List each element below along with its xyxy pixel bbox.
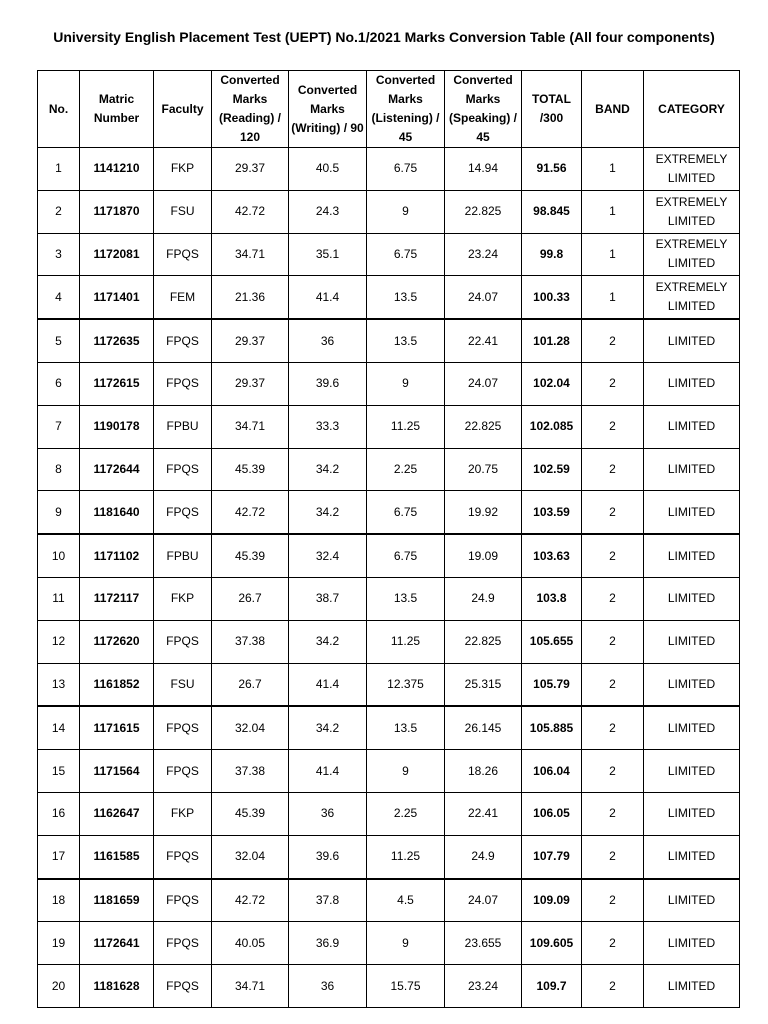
cell-category: LIMITED [644, 362, 740, 405]
cell-no: 15 [38, 750, 80, 793]
cell-no: 8 [38, 448, 80, 491]
cell-writing: 34.2 [289, 620, 367, 663]
table-row [38, 405, 740, 448]
cell-category: LIMITED [644, 792, 740, 835]
cell-faculty: FKP [154, 577, 212, 620]
cell-reading: 26.7 [212, 663, 289, 706]
cell-writing: 39.6 [289, 362, 367, 405]
cell-faculty: FPQS [154, 750, 212, 793]
cell-writing: 36 [289, 792, 367, 835]
cell-speaking: 22.825 [445, 620, 522, 663]
cell-category: LIMITED [644, 405, 740, 448]
header-no: No. [38, 71, 80, 148]
cell-writing: 38.7 [289, 577, 367, 620]
cell-speaking: 23.655 [445, 922, 522, 965]
cell-matric-number: 1171401 [80, 276, 154, 319]
cell-matric-number: 1190178 [80, 405, 154, 448]
cell-band: 2 [582, 620, 644, 663]
header-total: TOTAL /300 [522, 71, 582, 148]
cell-faculty: FKP [154, 148, 212, 191]
cell-speaking: 19.09 [445, 534, 522, 577]
cell-speaking: 23.24 [445, 233, 522, 276]
cell-category: LIMITED [644, 534, 740, 577]
cell-writing: 36 [289, 319, 367, 362]
cell-matric-number: 1181628 [80, 965, 154, 1008]
cell-band: 1 [582, 190, 644, 233]
cell-total: 91.56 [522, 148, 582, 191]
cell-listening: 6.75 [367, 491, 445, 534]
cell-no: 9 [38, 491, 80, 534]
cell-writing: 41.4 [289, 663, 367, 706]
cell-faculty: FPBU [154, 534, 212, 577]
table-row [38, 362, 740, 405]
cell-reading: 45.39 [212, 534, 289, 577]
header-writing: Converted Marks (Writing) / 90 [289, 71, 367, 148]
cell-total: 103.8 [522, 577, 582, 620]
cell-category: LIMITED [644, 319, 740, 362]
cell-listening: 12.375 [367, 663, 445, 706]
cell-listening: 11.25 [367, 620, 445, 663]
cell-matric-number: 1172644 [80, 448, 154, 491]
cell-faculty: FPQS [154, 965, 212, 1008]
table-row [38, 577, 740, 620]
cell-speaking: 25.315 [445, 663, 522, 706]
cell-writing: 36.9 [289, 922, 367, 965]
table-row [38, 190, 740, 233]
cell-category: LIMITED [644, 706, 740, 749]
cell-matric-number: 1171870 [80, 190, 154, 233]
cell-category: LIMITED [644, 448, 740, 491]
cell-category: EXTREMELY LIMITED [644, 190, 740, 233]
cell-total: 109.605 [522, 922, 582, 965]
cell-writing: 34.2 [289, 448, 367, 491]
cell-matric-number: 1181640 [80, 491, 154, 534]
table-row [38, 448, 740, 491]
cell-faculty: FPQS [154, 706, 212, 749]
cell-reading: 37.38 [212, 750, 289, 793]
cell-no: 12 [38, 620, 80, 663]
cell-band: 2 [582, 534, 644, 577]
cell-speaking: 24.07 [445, 879, 522, 922]
cell-listening: 6.75 [367, 534, 445, 577]
cell-matric-number: 1171615 [80, 706, 154, 749]
cell-reading: 29.37 [212, 319, 289, 362]
cell-reading: 21.36 [212, 276, 289, 319]
cell-speaking: 24.9 [445, 835, 522, 878]
cell-reading: 29.37 [212, 148, 289, 191]
cell-matric-number: 1161585 [80, 835, 154, 878]
cell-listening: 11.25 [367, 835, 445, 878]
cell-band: 2 [582, 965, 644, 1008]
cell-reading: 32.04 [212, 835, 289, 878]
cell-band: 2 [582, 750, 644, 793]
cell-listening: 9 [367, 922, 445, 965]
cell-no: 18 [38, 879, 80, 922]
cell-total: 105.655 [522, 620, 582, 663]
cell-total: 109.7 [522, 965, 582, 1008]
table-row [38, 233, 740, 276]
table-body [38, 148, 740, 1008]
cell-listening: 11.25 [367, 405, 445, 448]
header-listening: Converted Marks (Listening) / 45 [367, 71, 445, 148]
table-row [38, 276, 740, 319]
cell-speaking: 24.9 [445, 577, 522, 620]
table-header-row [38, 71, 740, 148]
cell-no: 2 [38, 190, 80, 233]
cell-speaking: 22.825 [445, 190, 522, 233]
cell-no: 3 [38, 233, 80, 276]
cell-no: 13 [38, 663, 80, 706]
cell-reading: 40.05 [212, 922, 289, 965]
cell-listening: 13.5 [367, 319, 445, 362]
cell-band: 2 [582, 362, 644, 405]
cell-listening: 6.75 [367, 148, 445, 191]
cell-band: 2 [582, 879, 644, 922]
table-row [38, 965, 740, 1008]
cell-faculty: FPQS [154, 362, 212, 405]
cell-band: 2 [582, 405, 644, 448]
cell-no: 10 [38, 534, 80, 577]
cell-speaking: 18.26 [445, 750, 522, 793]
cell-matric-number: 1172117 [80, 577, 154, 620]
cell-total: 99.8 [522, 233, 582, 276]
cell-faculty: FPQS [154, 319, 212, 362]
cell-category: LIMITED [644, 663, 740, 706]
table-row [38, 835, 740, 878]
cell-total: 106.05 [522, 792, 582, 835]
cell-listening: 2.25 [367, 448, 445, 491]
cell-writing: 36 [289, 965, 367, 1008]
cell-reading: 37.38 [212, 620, 289, 663]
cell-no: 17 [38, 835, 80, 878]
cell-listening: 9 [367, 190, 445, 233]
cell-band: 2 [582, 577, 644, 620]
cell-reading: 34.71 [212, 233, 289, 276]
cell-listening: 9 [367, 362, 445, 405]
cell-reading: 45.39 [212, 792, 289, 835]
cell-matric-number: 1161852 [80, 663, 154, 706]
cell-category: LIMITED [644, 835, 740, 878]
cell-faculty: FSU [154, 190, 212, 233]
cell-listening: 13.5 [367, 577, 445, 620]
cell-matric-number: 1172635 [80, 319, 154, 362]
cell-band: 2 [582, 491, 644, 534]
table-row [38, 534, 740, 577]
cell-band: 2 [582, 663, 644, 706]
cell-category: EXTREMELY LIMITED [644, 276, 740, 319]
cell-no: 1 [38, 148, 80, 191]
cell-listening: 2.25 [367, 792, 445, 835]
cell-band: 2 [582, 706, 644, 749]
table-row [38, 620, 740, 663]
cell-no: 4 [38, 276, 80, 319]
cell-category: LIMITED [644, 577, 740, 620]
cell-matric-number: 1181659 [80, 879, 154, 922]
cell-listening: 13.5 [367, 706, 445, 749]
cell-listening: 4.5 [367, 879, 445, 922]
cell-faculty: FPQS [154, 620, 212, 663]
table-row [38, 319, 740, 362]
cell-reading: 45.39 [212, 448, 289, 491]
cell-no: 5 [38, 319, 80, 362]
cell-total: 102.04 [522, 362, 582, 405]
cell-total: 98.845 [522, 190, 582, 233]
table-row [38, 750, 740, 793]
table-row [38, 491, 740, 534]
cell-band: 2 [582, 792, 644, 835]
cell-no: 19 [38, 922, 80, 965]
cell-category: LIMITED [644, 620, 740, 663]
header-category: CATEGORY [644, 71, 740, 148]
header-reading: Converted Marks (Reading) / 120 [212, 71, 289, 148]
cell-faculty: FKP [154, 792, 212, 835]
cell-faculty: FPQS [154, 448, 212, 491]
cell-category: LIMITED [644, 750, 740, 793]
cell-category: LIMITED [644, 879, 740, 922]
cell-matric-number: 1172620 [80, 620, 154, 663]
cell-total: 109.09 [522, 879, 582, 922]
cell-no: 14 [38, 706, 80, 749]
cell-category: LIMITED [644, 491, 740, 534]
cell-matric-number: 1171564 [80, 750, 154, 793]
marks-conversion-table [37, 70, 740, 1008]
cell-reading: 34.71 [212, 405, 289, 448]
cell-writing: 34.2 [289, 706, 367, 749]
header-matric-number: Matric Number [80, 71, 154, 148]
cell-no: 20 [38, 965, 80, 1008]
cell-matric-number: 1172615 [80, 362, 154, 405]
cell-matric-number: 1172081 [80, 233, 154, 276]
cell-speaking: 23.24 [445, 965, 522, 1008]
cell-total: 102.085 [522, 405, 582, 448]
cell-writing: 37.8 [289, 879, 367, 922]
cell-reading: 42.72 [212, 491, 289, 534]
cell-writing: 24.3 [289, 190, 367, 233]
cell-band: 1 [582, 276, 644, 319]
cell-faculty: FPQS [154, 922, 212, 965]
cell-category: EXTREMELY LIMITED [644, 148, 740, 191]
cell-faculty: FPQS [154, 491, 212, 534]
cell-writing: 40.5 [289, 148, 367, 191]
cell-total: 103.63 [522, 534, 582, 577]
table-row [38, 148, 740, 191]
cell-speaking: 24.07 [445, 276, 522, 319]
header-band: BAND [582, 71, 644, 148]
page-title: University English Placement Test (UEPT) No.1/2021 Marks Conversion Table (All four components) [53, 29, 715, 45]
cell-category: LIMITED [644, 922, 740, 965]
cell-matric-number: 1162647 [80, 792, 154, 835]
cell-writing: 41.4 [289, 750, 367, 793]
cell-writing: 32.4 [289, 534, 367, 577]
table-row [38, 706, 740, 749]
cell-total: 101.28 [522, 319, 582, 362]
cell-no: 16 [38, 792, 80, 835]
cell-writing: 35.1 [289, 233, 367, 276]
table-row [38, 663, 740, 706]
cell-total: 105.79 [522, 663, 582, 706]
cell-listening: 6.75 [367, 233, 445, 276]
cell-writing: 34.2 [289, 491, 367, 534]
cell-writing: 41.4 [289, 276, 367, 319]
cell-category: LIMITED [644, 965, 740, 1008]
cell-listening: 13.5 [367, 276, 445, 319]
table-row [38, 879, 740, 922]
cell-faculty: FPBU [154, 405, 212, 448]
table-row [38, 922, 740, 965]
cell-band: 1 [582, 233, 644, 276]
cell-faculty: FEM [154, 276, 212, 319]
cell-faculty: FSU [154, 663, 212, 706]
cell-reading: 34.71 [212, 965, 289, 1008]
cell-total: 106.04 [522, 750, 582, 793]
cell-matric-number: 1171102 [80, 534, 154, 577]
cell-total: 102.59 [522, 448, 582, 491]
cell-reading: 29.37 [212, 362, 289, 405]
cell-writing: 39.6 [289, 835, 367, 878]
cell-matric-number: 1141210 [80, 148, 154, 191]
cell-no: 11 [38, 577, 80, 620]
cell-total: 100.33 [522, 276, 582, 319]
cell-reading: 26.7 [212, 577, 289, 620]
cell-faculty: FPQS [154, 233, 212, 276]
cell-band: 2 [582, 319, 644, 362]
header-speaking: Converted Marks (Speaking) / 45 [445, 71, 522, 148]
cell-total: 107.79 [522, 835, 582, 878]
cell-reading: 42.72 [212, 190, 289, 233]
header-faculty: Faculty [154, 71, 212, 148]
cell-faculty: FPQS [154, 879, 212, 922]
cell-listening: 9 [367, 750, 445, 793]
cell-band: 2 [582, 835, 644, 878]
cell-total: 105.885 [522, 706, 582, 749]
cell-speaking: 14.94 [445, 148, 522, 191]
cell-band: 1 [582, 148, 644, 191]
cell-faculty: FPQS [154, 835, 212, 878]
cell-reading: 32.04 [212, 706, 289, 749]
cell-writing: 33.3 [289, 405, 367, 448]
cell-matric-number: 1172641 [80, 922, 154, 965]
cell-listening: 15.75 [367, 965, 445, 1008]
cell-speaking: 22.825 [445, 405, 522, 448]
cell-speaking: 20.75 [445, 448, 522, 491]
cell-reading: 42.72 [212, 879, 289, 922]
cell-category: EXTREMELY LIMITED [644, 233, 740, 276]
cell-no: 7 [38, 405, 80, 448]
table-row [38, 792, 740, 835]
cell-speaking: 22.41 [445, 319, 522, 362]
cell-speaking: 22.41 [445, 792, 522, 835]
cell-band: 2 [582, 448, 644, 491]
cell-total: 103.59 [522, 491, 582, 534]
cell-speaking: 24.07 [445, 362, 522, 405]
cell-speaking: 19.92 [445, 491, 522, 534]
cell-band: 2 [582, 922, 644, 965]
cell-speaking: 26.145 [445, 706, 522, 749]
cell-no: 6 [38, 362, 80, 405]
